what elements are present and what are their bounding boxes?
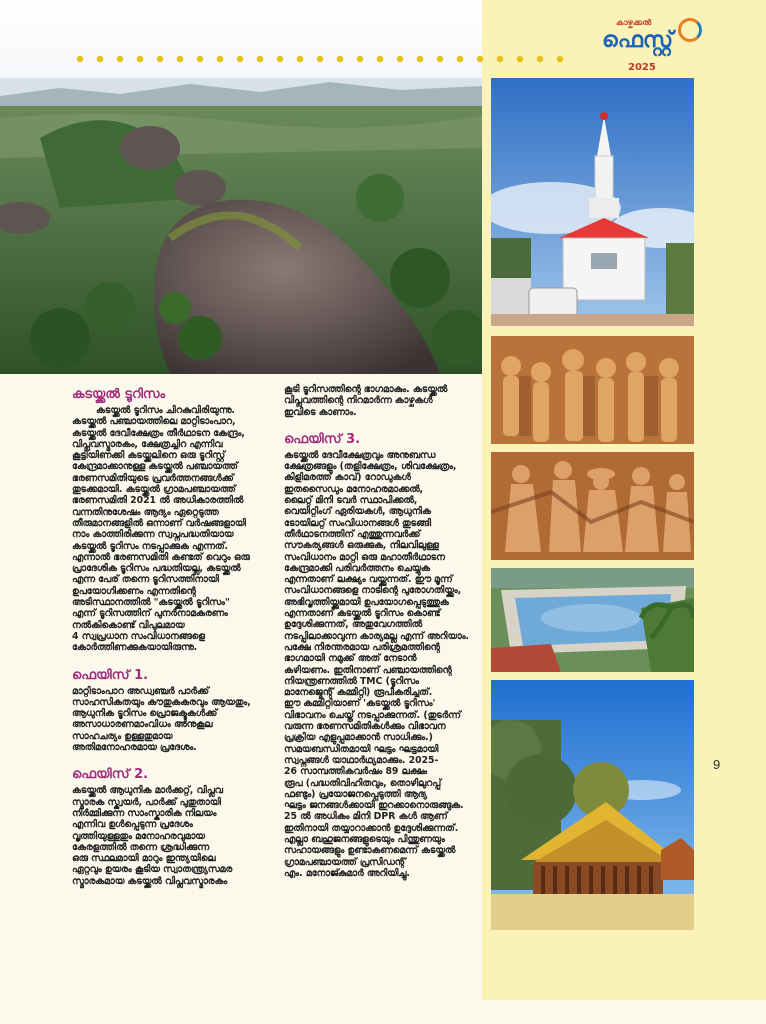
article-column-middle (284, 384, 482, 879)
text-line: ഭരണസമിതിയുടെ പ്രവർത്തനങ്ങൾക്ക് (72, 472, 234, 484)
text-line: ഇവിടെ കാണാം. (284, 406, 357, 418)
text-line: ഫണ്ടും) പ്രയോജനപ്പെടുത്തി ആദ്യ (284, 788, 427, 800)
text-line: കടയ്ക്കൽ ദേവീക്ഷേത്രവും അനുബന്ധ (284, 449, 436, 461)
text-line: വിപ്ലവസ്മാരകം, ക്ഷേത്രച്ചിറ എന്നിവ (72, 438, 223, 450)
text-line: നിയന്ത്രണത്തിൽ TMC (ടൂറിസം (284, 675, 419, 687)
text-line: സൗകര്യങ്ങൾ ഒരുക്കുക, നിലവിലുള്ള (284, 540, 439, 552)
intro-paragraph (72, 405, 278, 654)
text-line: സ്വപ്നങ്ങൾ യാഥാർഥ്യമാക്കും. 2025- (284, 754, 439, 766)
continued-paragraph (284, 384, 482, 418)
text-line: കേരളത്തിൽ തന്നെ ശ്രദ്ധിക്കുന്ന (72, 841, 209, 853)
phase3-paragraph (284, 450, 482, 879)
text-line: ഈ കമ്മിറ്റിയാണ് 'കടയ്ക്കൽ ടൂറിസം' (284, 698, 436, 710)
text-line: കിളിമരത്ത് കാവ്) റോഡുകൾ (284, 472, 411, 484)
article-column-left (72, 387, 278, 887)
text-line: കൂടി ടൂറിസത്തിന്റെ ഭാഗമാകും. കടയ്ക്കൽ (284, 384, 448, 395)
text-line: കോർത്തിണക്കുകയായിരുന്നു. (72, 642, 198, 654)
text-line: മാനേജ്മെന്റ് കമ്മിറ്റി) രൂപീകരിച്ചത്. (284, 687, 433, 699)
text-line: പ്രക്രിയ എളുപ്പമാക്കാൻ സാധിക്കും.) (284, 732, 433, 744)
temple-pond-photo (491, 568, 694, 672)
text-line: ഒരു സ്ഥലമായി മാറും ഇന്ത്യയിലെ (72, 853, 216, 865)
dotted-divider (70, 55, 570, 63)
text-line: കഴിയണം. ഇതിനാണ് പഞ്ചായത്തിന്റെ (284, 664, 452, 676)
text-line: കൂട്ടിയിണക്കി കടയ്ക്കലിനെ ഒരു ടൂറിസ്റ്റ് (72, 450, 225, 462)
text-line: കടയ്ക്കൽ ടൂറിസം നടപ്പാക്കുക എന്നത്. (72, 540, 229, 552)
text-line: സാഹചര്യം ഉള്ളതുമായ (72, 730, 173, 742)
article-title: കടയ്ക്കൽ ടൂറിസം (72, 387, 166, 402)
logo-small-text: കാഴ്ചക്കൽ (616, 18, 652, 27)
text-line: എന്നാൽ ഭരണസമിതി കണ്ടത് വെറും ഒരു (72, 551, 250, 563)
text-line: സഹായങ്ങളും ഉണ്ടാകണമെന്ന് കടയ്ക്കൽ (284, 845, 456, 857)
text-line: വിഭാവനം ചെയ്ത് നടപ്പാക്കുന്നത്. (തുടർന്ന് (284, 709, 461, 721)
text-line: ഏറ്റവും ഉയരം കൂടിയ സ്വാതന്ത്ര്യസമര (72, 864, 233, 876)
text-line: ഉദ്ദേശിക്കുന്നത്, അതുവേഗത്തിൽ (284, 619, 423, 631)
fest-logo (598, 16, 708, 78)
phase3-heading: ഫെയിസ് 3. (284, 431, 361, 447)
page-number: 9 (713, 757, 721, 772)
header-band (0, 0, 482, 78)
text-line: ഇതിനായി തയ്യാറാക്കാൻ ഉദ്ദേശിക്കുന്നത്. (284, 822, 459, 834)
text-line: ലൈറ്റ് മിനി ടവർ സ്ഥാപിക്കൽ, (284, 495, 418, 507)
text-line: കേന്ദ്രമാക്കി പരിവർത്തനം ചെയ്യുക (284, 562, 430, 574)
text-line: അതിമനോഹരമായ പ്രദേശം. (72, 742, 197, 754)
text-line: ടോയിലറ്റ് സംവിധാനങ്ങൾ തുടങ്ങി (284, 517, 432, 529)
text-line: വന്നതിനുശേഷം ആദ്യം ഏറ്റെടുത്ത (72, 506, 219, 518)
text-line: പക്ഷേ നിരന്തരമായ പരിശ്രമത്തിന്റെ (284, 641, 440, 653)
text-line: കടയ്ക്കൽ പഞ്ചായത്തിലെ മാറ്റിടാംപാറ, (72, 416, 236, 428)
text-line: കടയ്ക്കൽ ആധുനിക മാർക്കറ്റ്, വിപ്ലവ (72, 785, 223, 797)
text-line: പ്രാദേശിക ടൂറിസം പദ്ധതിയല്ല, കടയ്ക്കൽ (72, 563, 241, 575)
kerala-temple-photo (491, 680, 694, 930)
phase1-paragraph (72, 686, 278, 754)
text-line: എന്നതാണ് കടയ്ക്കൽ ടൂറിസം കൊണ്ട് (284, 608, 441, 620)
text-line: എം. മനോജ്കുമാർ അറിയിച്ചു. (284, 867, 410, 879)
text-line: അസാധാരണമാംവിധം അനുകൂല (72, 719, 213, 731)
text-line: മാറ്റിടാംപാറ അഡ്വഞ്ചർ പാർക്ക് (72, 685, 209, 697)
text-line: ഇതസൈഡും മനോഹരമാക്കൽ, (284, 483, 424, 495)
text-line: നൽകികൊണ്ട് വിപുലമായ (72, 619, 185, 631)
text-line: വൃത്തിയുള്ളതും മനോഹരവുമായ (72, 830, 205, 842)
phase2-paragraph (72, 785, 278, 887)
text-line: സ്മാരകമായ കടയ്ക്കൽ വിപ്ലവസ്മാരകം (72, 875, 228, 887)
text-line: 26 സാമ്പത്തികവർഷം 89 ലക്ഷം (284, 766, 428, 778)
text-line: 4 സ്വപ്രധാന സംവിധാനങ്ങളെ (72, 630, 205, 642)
text-line: സംവിധാനം മാറ്റി ഒരു മഹാതീർഥാടന (284, 551, 445, 563)
text-line: കടയ്ക്കൽ ടൂറിസം ചിറകുവിരിയുന്നു. (96, 405, 235, 416)
text-line: അഭിവൃത്തിയ്ക്കുമായി ഉപയോഗപ്പെടുത്തുക (284, 596, 449, 608)
text-line: ഭരണസമിതി 2021 ൽ അധികാരത്തിൽ (72, 495, 244, 507)
text-line: എന്നിവ ഉൾപ്പെടുന്ന പ്രദേശം (72, 819, 193, 831)
text-line: എല്ലാ ബഹുജനങ്ങളുടെയും പിന്തുണയും (284, 833, 445, 845)
phase1-heading: ഫെയിസ് 1. (72, 667, 149, 683)
sculpture-relief-photo-2 (491, 452, 694, 560)
text-line: കേന്ദ്രമാക്കാനുള്ള കടയ്ക്കൽ പഞ്ചായത്ത് (72, 461, 238, 473)
text-line: തുടക്കമായി. കടയ്ക്കൽ ഗ്രാമപഞ്ചായത്ത് (72, 484, 236, 496)
text-line: സംവിധാനങ്ങളെ നാടിന്റെ പുരോഗതിയ്ക്കും, (284, 585, 462, 597)
text-line: ഘട്ടം ജനങ്ങൾക്കായി ഇറക്കാനൊരുങ്ങുക. (284, 800, 464, 812)
text-line: സ്മാരക സ്ക്വയർ, പാർക്ക് പുതുതായി (72, 796, 221, 808)
text-line: എന്ന പേര് തന്നെ ടൂറിസത്തിനായി (72, 574, 219, 586)
hero-rock-photo (0, 78, 482, 374)
text-line: 25 ൽ അധികം മിനി DPR കൾ ആണ് (284, 811, 448, 823)
text-line: എന്ന് ടൂറിസത്തിന് പുനർനാമകരണം (72, 608, 228, 620)
text-line: വിപ്ലവത്തിന്റെ നിറമാർന്ന കാഴ്ചകൾ (284, 395, 433, 407)
text-line: വെയിറ്റിംഗ് ഏരിയകൾ, ആധുനിക (284, 506, 431, 518)
sculpture-relief-photo-1 (491, 336, 694, 444)
text-line: രൂപ (പദ്ധതിവിഹിതവും, തൊഴിലുറപ്പ് (284, 777, 441, 789)
text-line: നാം കാത്തിരിക്കുന്ന സ്വപ്നപദ്ധതിയായ (72, 529, 234, 541)
text-line: ഭാഗമായി നമുക്ക് അത് നേടാൻ (284, 653, 417, 665)
text-line: ആധുനിക ടൂറിസം പ്രൊജക്ടുകൾക്ക് (72, 708, 218, 720)
text-line: സാഹസികതയും കൗതുകകരവും ആയതും, (72, 696, 251, 708)
text-line: അടിസ്ഥാനത്തിൽ "കടയ്ക്കൽ ടൂറിസം" (72, 597, 230, 609)
text-line: സമയബന്ധിതമായി ഘട്ടം ഘട്ടമായി (284, 743, 439, 755)
text-line: ക്ഷേത്രങ്ങളും (തളിക്ഷേത്രം, ശിവക്ഷേത്രം, (284, 461, 457, 473)
logo-swirl-icon (678, 18, 702, 42)
logo-main-text: ഫെസ്റ്റ് (602, 28, 674, 53)
text-line: നടപ്പിലാക്കാവുന്ന കാര്യമല്ല എന്ന് അറിയാം. (284, 630, 470, 642)
text-line: ഉപയോഗിക്കണം എന്നതിന്റെ (72, 585, 196, 597)
text-line: ഗ്രാമപഞ്ചായത്ത് പ്രസിഡന്റ് (284, 856, 406, 868)
logo-year: 2025 (628, 62, 656, 73)
phase2-heading: ഫെയിസ് 2. (72, 767, 149, 783)
text-line: നിർമ്മിക്കുന്ന സാംസ്കാരിക നിലയം (72, 807, 217, 819)
text-line: തീരുമാനങ്ങളിൽ ഒന്നാണ് വർഷങ്ങളായി (72, 517, 246, 529)
text-line: കടയ്ക്കൽ ദേവീക്ഷേത്രം തീർഥാടന കേന്ദ്രം, (72, 427, 245, 439)
text-line: വരുന്ന ഭരണസമിതികൾക്കും വിഭാവന (284, 721, 446, 733)
text-line: എന്നതാണ് ലക്ഷ്യം വയ്ക്കുന്നത്. ഈ മൂന്ന് (284, 574, 453, 586)
church-photo (491, 78, 694, 326)
text-line: തീർഥാടനത്തിന് എത്തുന്നവർക്ക് (284, 528, 421, 540)
